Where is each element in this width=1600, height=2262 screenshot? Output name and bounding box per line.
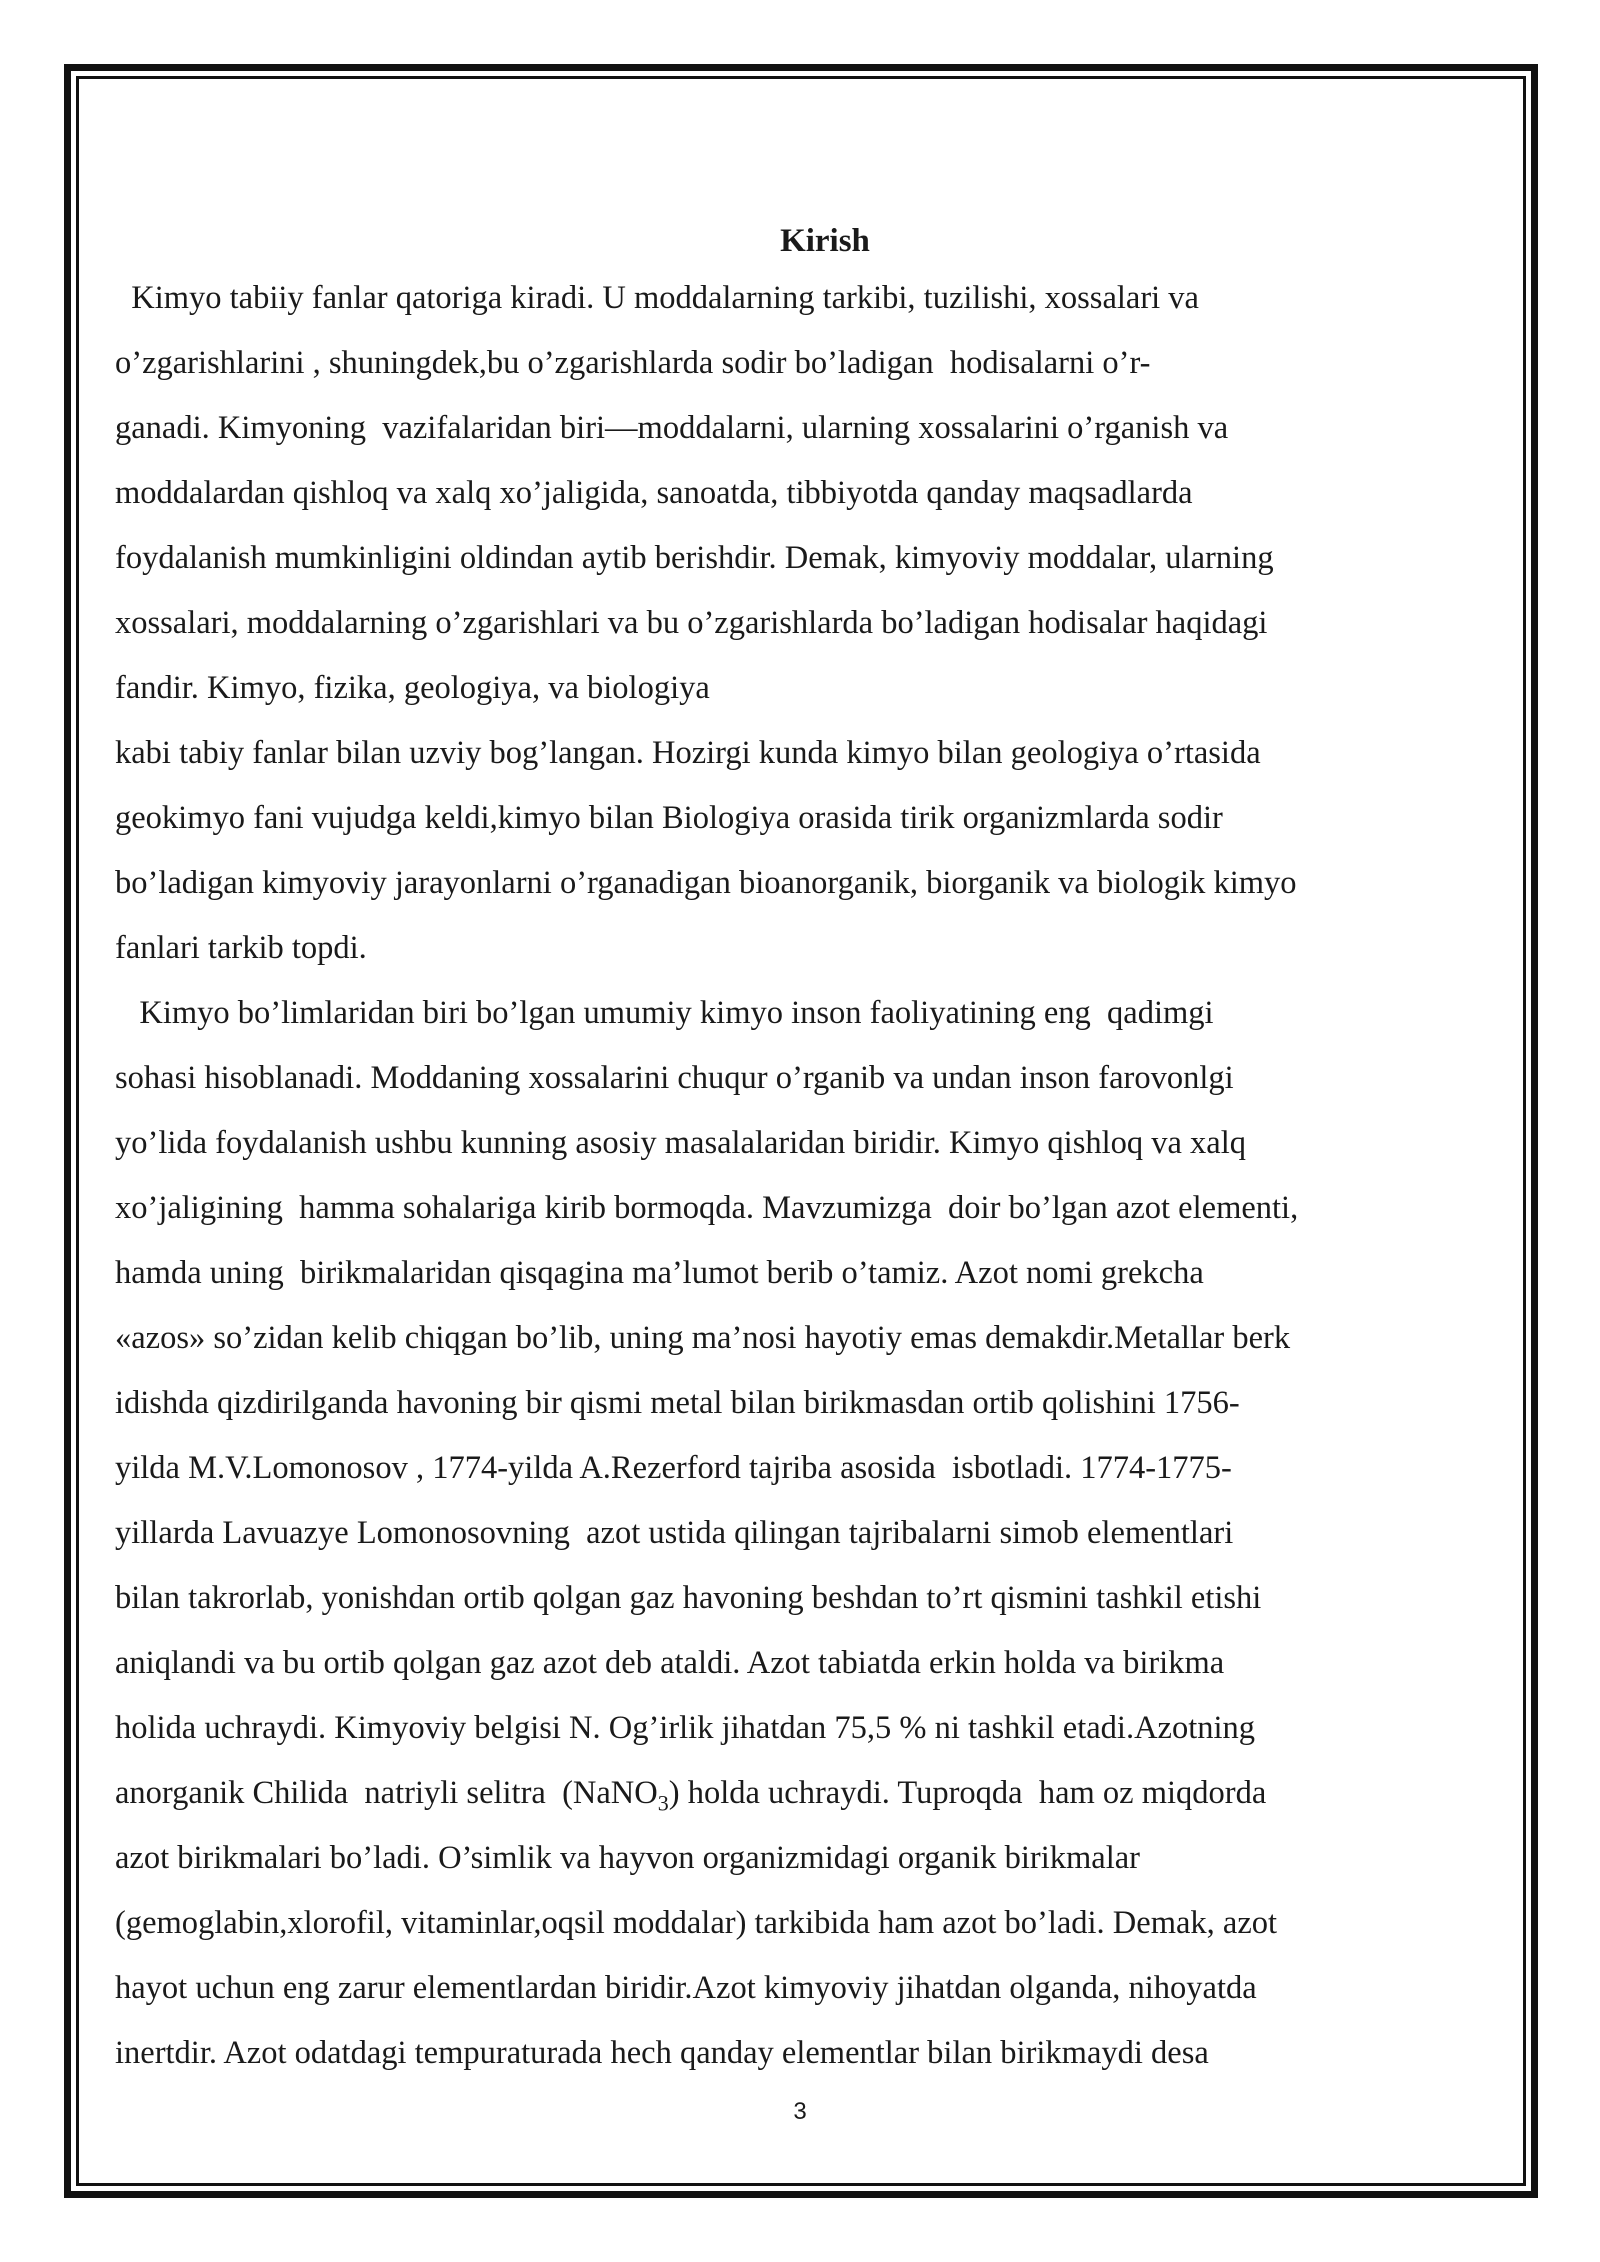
text-line: yo’lida foydalanish ushbu kunning asosiy masalalaridan biridir. Kimyo qishloq va xalq [115,1125,1247,1161]
text-line: Kimyo bo’limlaridan biri bo’lgan umumiy kimyo inson faoliyatining eng qadimgi [115,995,1214,1031]
page-number: 3 [793,2098,807,2125]
text-line: idishda qizdirilganda havoning bir qismi metal bilan birikmasdan ortib qolishini 1756- [115,1385,1240,1421]
text-line: bo’ladigan kimyoviy jarayonlarni o’rganadigan bioanorganik, biorganik va biologik kimyo [115,865,1297,901]
text-line: holida uchraydi. Kimyoviy belgisi N. Og’irlik jihatdan 75,5 % ni tashkil etadi.Azotning [115,1710,1256,1746]
formula-text-after: ) holda uchraydi. Tuproqda ham oz miqdorda [668,1775,1267,1811]
formula-subscript: 3 [657,1790,669,1816]
text-line: xo’jaligining hamma sohalariga kirib bormoqda. Mavzumizga doir bo’lgan azot elementi, [115,1190,1299,1226]
text-line: ganadi. Kimyoning vazifalaridan biri—moddalarni, ularning xossalarini o’rganish va [115,410,1229,446]
text-line: «azos» so’zidan kelib chiqgan bo’lib, uning ma’nosi hayotiy emas demakdir.Metallar berk [115,1320,1291,1356]
text-line: inertdir. Azot odatdagi tempuraturada hech qanday elementlar bilan birikmaydi desa [115,2035,1209,2071]
text-line: Kimyo tabiiy fanlar qatoriga kiradi. U moddalarning tarkibi, tuzilishi, xossalari va [115,280,1199,316]
text-line: azot birikmalari bo’ladi. O’simlik va hayvon organizmidagi organik birikmalar [115,1840,1141,1876]
section-title: Kirish [780,223,870,259]
text-line: moddalardan qishloq va xalq xo’jaligida, sanoatda, tibbiyotda qanday maqsadlarda [115,475,1193,511]
text-line: hamda uning birikmalaridan qisqagina ma’lumot berib o’tamiz. Azot nomi grekcha [115,1255,1204,1291]
text-line: kabi tabiy fanlar bilan uzviy bog’langan. Hozirgi kunda kimyo bilan geologiya o’rtasida [115,735,1261,771]
text-line: geokimyo fani vujudga keldi,kimyo bilan Biologiya orasida tirik organizmlarda sodir [115,800,1223,836]
text-line: sohasi hisoblanadi. Moddaning xossalarini chuqur o’rganib va undan inson farovonlgi [115,1060,1234,1096]
text-line: hayot uchun eng zarur elementlardan biridir.Azot kimyoviy jihatdan olganda, nihoyatda [115,1970,1257,2006]
text-line-formula [115,1761,1495,1826]
text-line: fanlari tarkib topdi. [115,930,367,966]
text-line: foydalanish mumkinligini oldindan aytib berishdir. Demak, kimyoviy moddalar, ularning [115,540,1274,576]
text-line: o’zgarishlarini , shuningdek,bu o’zgarishlarda sodir bo’ladigan hodisalarni o’r- [115,345,1151,381]
text-line: (gemoglabin,xlorofil, vitaminlar,oqsil moddalar) tarkibida ham azot bo’ladi. Demak, azot [115,1905,1278,1941]
text-line: bilan takrorlab, yonishdan ortib qolgan gaz havoning beshdan to’rt qismini tashkil etishi [115,1580,1262,1616]
text-line: yillarda Lavuazye Lomonosovning azot ustida qilingan tajribalarni simob elementlari [115,1515,1234,1551]
text-line: xossalari, moddalarning o’zgarishlari va bu o’zgarishlarda bo’ladigan hodisalar haqidagi [115,605,1268,641]
text-line: aniqlandi va bu ortib qolgan gaz azot deb ataldi. Azot tabiatda erkin holda va birikma [115,1645,1225,1681]
text-line: yilda M.V.Lomonosov , 1774-yilda A.Rezerford tajriba asosida isbotladi. 1774-1775- [115,1450,1232,1486]
document-body [115,216,1495,2086]
formula-text-before: anorganik Chilida natriyli selitra (NaNO [115,1775,658,1811]
text-line: fandir. Kimyo, fizika, geologiya, va biologiya [115,670,710,706]
